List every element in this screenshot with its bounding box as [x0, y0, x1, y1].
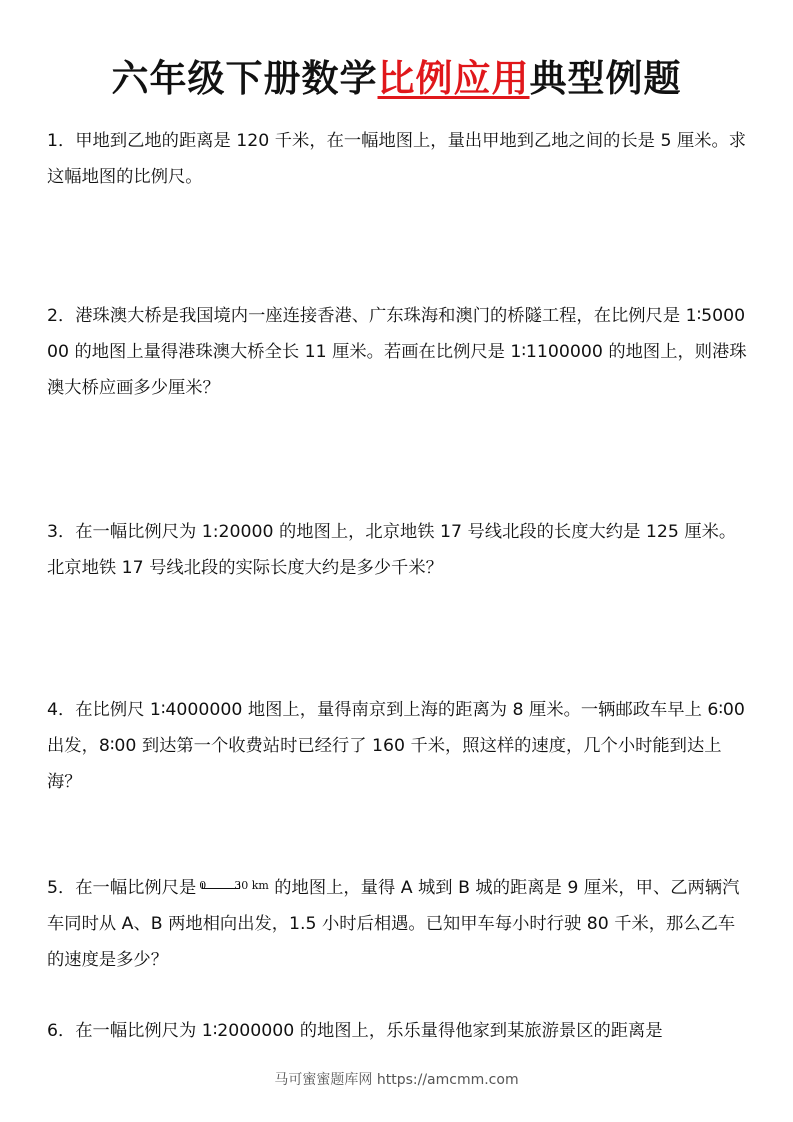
scale-bar-graphic [196, 870, 274, 896]
question-5-body: 的地图上，量得 A 城到 B 城的距离是 9 厘米，甲、乙两辆汽车同时从 A、B 两地相向出发，1.5 小时后相遇。已知甲车每小时行驶 80 千米，那么乙车的速度是多少？ [47, 878, 740, 970]
scale-bar-end-label: 30 km [234, 879, 269, 892]
title-suffix: 典型例题 [529, 57, 682, 100]
page-title [0, 48, 793, 102]
question-2: 2．港珠澳大桥是我国境内一座连接香港、广东珠海和澳门的桥隧工程，在比例尺是 1∶500000 的地图上量得港珠澳大桥全长 11 厘米。若画在比例尺是 1∶1100000 的地图上，则港珠澳大桥应画多少厘米？ [47, 306, 747, 398]
title-prefix: 六年级下册数学 [111, 57, 378, 100]
question-5-intro: 5．在一幅比例尺是 [47, 878, 197, 898]
footer-watermark: 马可蜜蜜题库网 https://amcmm.com [274, 1072, 519, 1088]
question-4: 4．在比例尺 1∶4000000 地图上，量得南京到上海的距离为 8 厘米。一辆邮政车早上 6∶00 出发，8∶00 到达第一个收费站时已经行了 160 千米，照这样的速度，几个小时能到达上海？ [47, 700, 745, 792]
title-highlight: 比例应用 [377, 57, 530, 100]
question-6: 6．在一幅比例尺为 1∶2000000 的地图上，乐乐量得他家到某旅游景区的距离是 [47, 1021, 663, 1041]
scale-bar-zero-label: 0 [199, 879, 207, 892]
question-5 [47, 870, 747, 978]
question-1: 1．甲地到乙地的距离是 120 千米，在一幅地图上，量出甲地到乙地之间的长是 5 厘米。求这幅地图的比例尺。 [47, 131, 747, 187]
scale-bar-line [202, 883, 240, 889]
question-3: 3．在一幅比例尺为 1:20000 的地图上，北京地铁 17 号线北段的长度大约是 125 厘米。北京地铁 17 号线北段的实际长度大约是多少千米？ [47, 522, 737, 578]
